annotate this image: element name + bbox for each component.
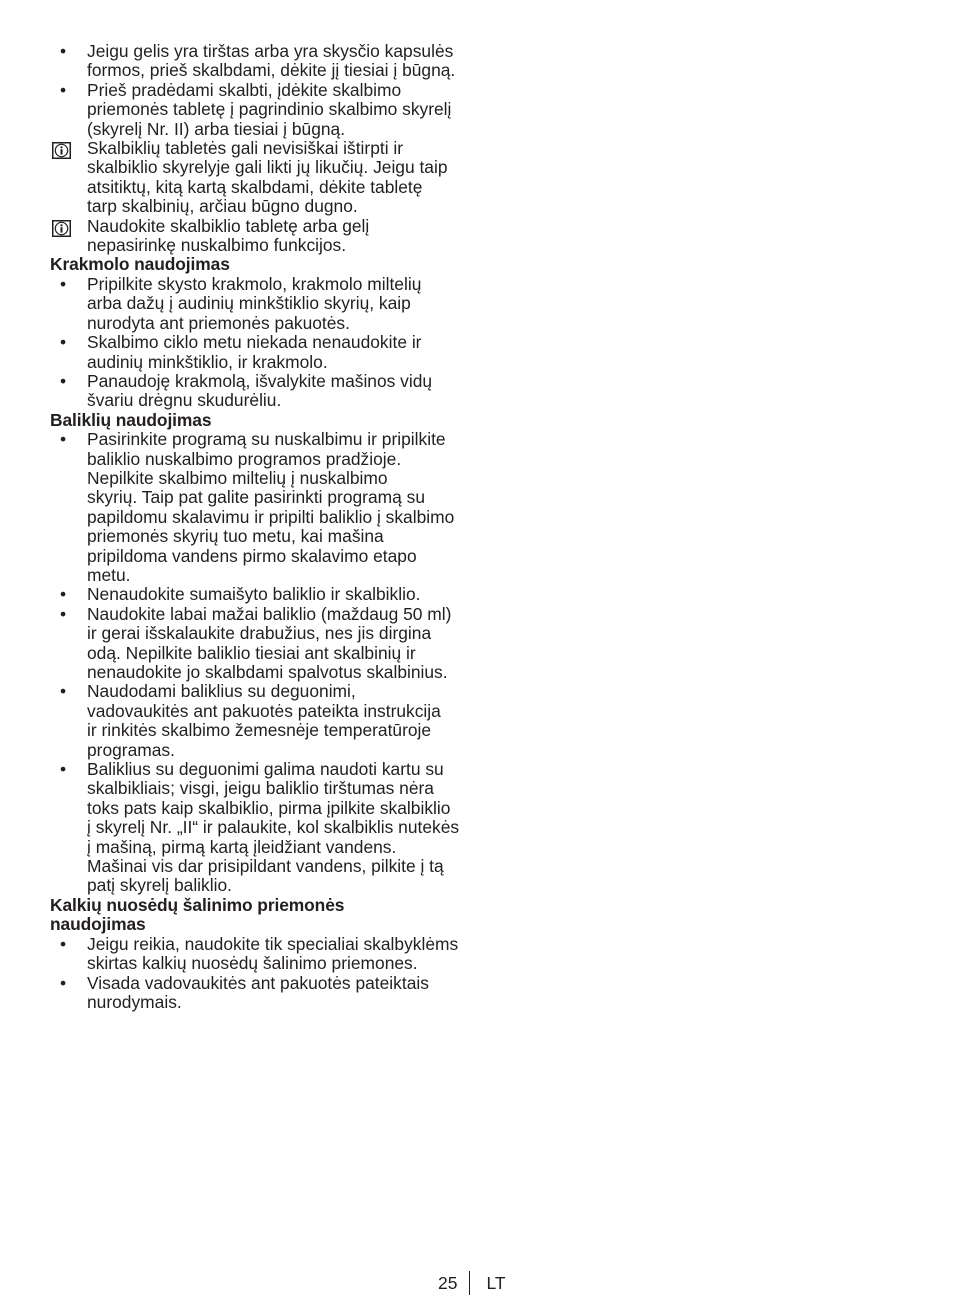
text-line: Kalkių nuosėdų šalinimo priemonės xyxy=(50,894,345,915)
text-line: Visada vadovaukitės ant pakuotės pateiktais xyxy=(87,972,429,993)
text-line: Naudokite labai mažai baliklio (maždaug 50 ml) xyxy=(87,603,452,624)
text-line: priemonės skyrių tuo metu, kai mašina xyxy=(87,526,384,547)
text-line: Skalbimo ciklo metu niekada nenaudokite ir xyxy=(87,332,422,353)
bullet-marker: • xyxy=(59,972,67,993)
text-line: audinių minkštiklio, ir krakmolo. xyxy=(87,351,328,372)
text-line: naudojimas xyxy=(50,914,146,935)
text-line: atsitiktų, kitą kartą skalbdami, dėkite tabletę xyxy=(87,176,423,197)
text-line: švariu drėgnu skudurėliu. xyxy=(87,390,282,411)
list-item xyxy=(50,682,470,760)
list-item xyxy=(50,81,470,139)
text-line: Baliklius su deguonimi galima naudoti kartu su xyxy=(87,759,444,780)
bullet-marker: • xyxy=(59,759,67,780)
text-line: (skyrelį Nr. II) arba tiesiai į būgną. xyxy=(87,118,346,139)
text-line: Nepilkite skalbimo miltelių į nuskalbimo xyxy=(87,467,388,488)
info-icon xyxy=(52,220,71,237)
list-item xyxy=(50,760,470,896)
text-line: Krakmolo naudojimas xyxy=(50,254,230,275)
bullet-marker: • xyxy=(59,332,67,353)
text-line: programas. xyxy=(87,739,175,760)
text-line: nenaudokite jo skalbdami spalvotus skalbinius. xyxy=(87,662,448,682)
text-line: Naudokite skalbiklio tabletę arba gelį xyxy=(87,215,370,236)
text-line: nepasirinkę nuskalbimo funkcijos. xyxy=(87,235,347,256)
text-line: Skalbiklių tabletės gali nevisiškai ištirpti ir xyxy=(87,138,404,159)
page-footer xyxy=(438,1271,506,1295)
section-heading xyxy=(50,255,470,274)
text-line: Jeigu gelis yra tirštas arba yra skysčio kapsulės xyxy=(87,41,454,61)
list-item xyxy=(50,605,470,683)
bullet-marker: • xyxy=(59,584,67,605)
text-line: į skyrelį Nr. „II“ ir palaukite, kol skalbiklis nutekės xyxy=(87,817,460,838)
text-line: skirtas kalkių nuosėdų šalinimo priemones. xyxy=(87,953,418,974)
text-line: odą. Nepilkite baliklio tiesiai ant skalbinių ir xyxy=(87,642,416,663)
text-line: pripildoma vandens pirmo skalavimo etapo xyxy=(87,545,417,566)
text-line: skalbiklio skyrelyje gali likti jų likučių. Jeigu taip xyxy=(87,157,448,178)
info-note xyxy=(50,217,470,256)
bullet-marker: • xyxy=(59,273,67,294)
text-line: Panaudoję krakmolą, išvalykite mašinos vidų xyxy=(87,370,433,391)
list-item xyxy=(50,275,470,333)
text-line: Pasirinkite programą su nuskalbimu ir pripilkite xyxy=(87,429,446,450)
text-line: Pripilkite skysto krakmolo, krakmolo miltelių xyxy=(87,273,422,294)
bullet-marker: • xyxy=(59,429,67,450)
text-line: ir rinkitės skalbimo žemesnėje temperatūroje xyxy=(87,720,432,741)
text-line: Jeigu reikia, naudokite tik specialiai skalbyklėms xyxy=(87,933,459,954)
text-line: nurodymais. xyxy=(87,991,182,1012)
text-line: Prieš pradėdami skalbti, įdėkite skalbimo xyxy=(87,79,402,100)
text-line: arba dažų į audinių minkštiklio skyrių, kaip xyxy=(87,293,411,314)
text-line: ir gerai išskalaukite drabužius, nes jis dirgina xyxy=(87,623,432,644)
page-number: 25 xyxy=(438,1272,458,1293)
list-item xyxy=(50,372,470,411)
text-line: toks pats kaip skalbiklio, pirma įpilkite skalbiklio xyxy=(87,797,451,818)
bullet-marker: • xyxy=(59,79,67,100)
text-line: skyrių. Taip pat galite pasirinkti programą su xyxy=(87,487,425,508)
text-line: baliklio nuskalbimo programos pradžioje. xyxy=(87,448,402,469)
language-code: LT xyxy=(486,1272,506,1293)
list-item xyxy=(50,42,470,81)
text-line: priemonės tabletę į pagrindinio skalbimo skyrelį xyxy=(87,99,452,120)
bullet-marker: • xyxy=(59,370,67,391)
text-line: skalbikliais; visgi, jeigu baliklio tirštumas nėra xyxy=(87,778,434,799)
text-line: patį skyrelį baliklio. xyxy=(87,875,232,896)
section-heading xyxy=(50,411,470,430)
text-line: formos, prieš skalbdami, dėkite jį tiesiai į būgną. xyxy=(87,60,456,81)
section-heading xyxy=(50,896,470,935)
text-line: papildomu skalavimu ir pripilti baliklio į skalbimo xyxy=(87,506,455,527)
info-icon xyxy=(52,142,71,159)
info-note xyxy=(50,139,470,217)
bullet-marker: • xyxy=(59,681,67,702)
list-item xyxy=(50,974,470,1013)
text-line: Naudodami baliklius su deguonimi, xyxy=(87,681,356,702)
content-column xyxy=(50,42,470,1012)
list-item xyxy=(50,333,470,372)
text-line: nurodyta ant priemonės pakuotės. xyxy=(87,312,350,333)
text-line: metu. xyxy=(87,564,131,585)
text-line: Baliklių naudojimas xyxy=(50,409,212,430)
text-line: tarp skalbinių, arčiau būgno dugno. xyxy=(87,196,358,217)
bullet-marker: • xyxy=(59,603,67,624)
list-item xyxy=(50,935,470,974)
list-item xyxy=(50,585,470,604)
text-line: Nenaudokite sumaišyto baliklio ir skalbiklio. xyxy=(87,584,421,605)
text-line: Mašinai vis dar prisipildant vandens, pilkite į tą xyxy=(87,856,444,877)
bullet-marker: • xyxy=(59,41,67,61)
list-item xyxy=(50,430,470,585)
text-line: vadovaukitės ant pakuotės pateikta instrukcija xyxy=(87,700,441,721)
text-line: į mašiną, pirmą kartą įleidžiant vandens. xyxy=(87,836,397,857)
bullet-marker: • xyxy=(59,933,67,954)
